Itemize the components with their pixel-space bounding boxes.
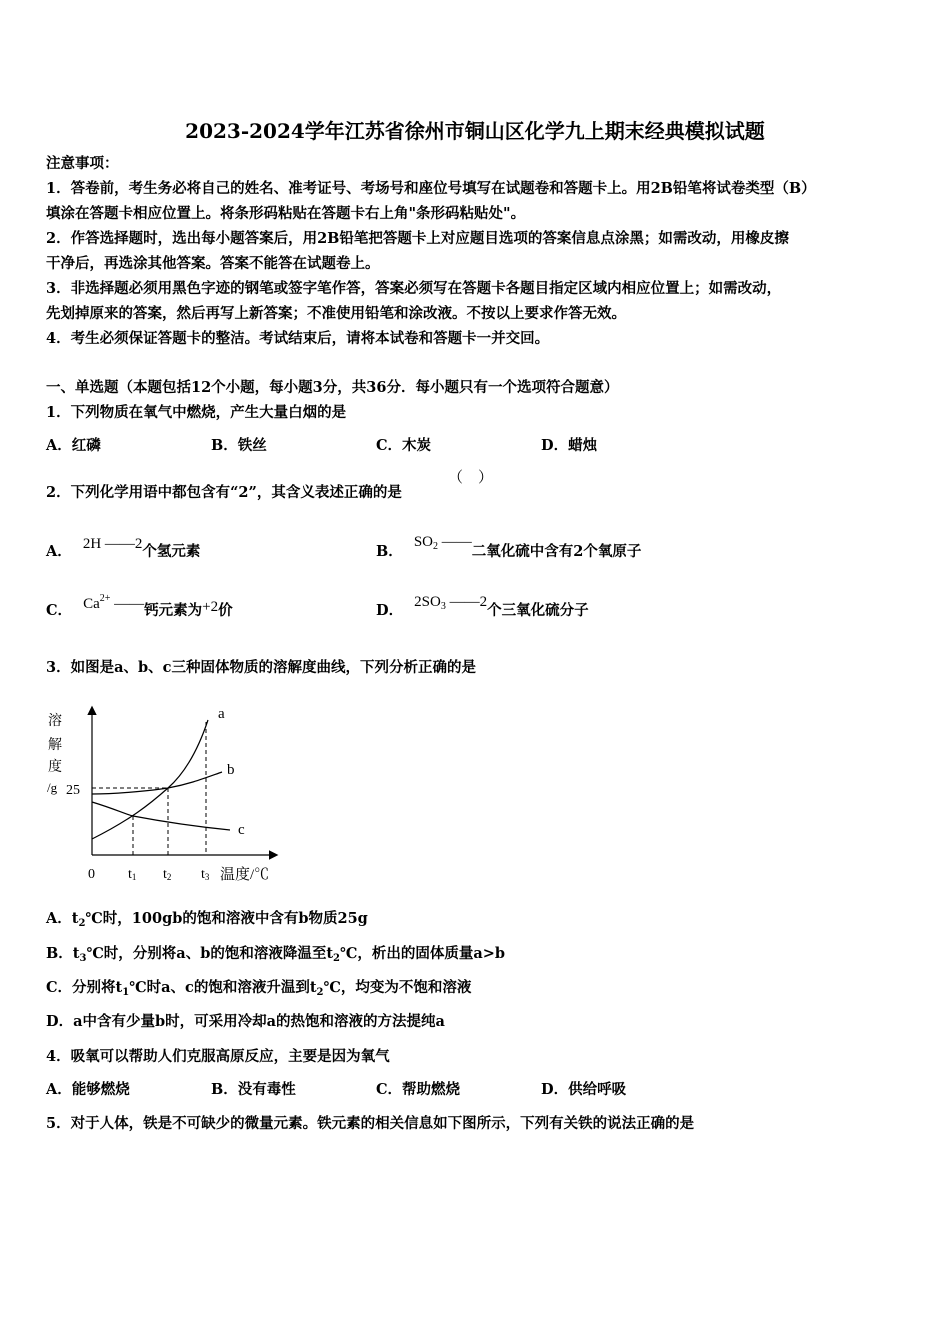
question-4-stem: 4．吸氧可以帮助人们克服高原反应，主要是因为氧气 [46, 1048, 390, 1065]
curve-label-c: c [238, 822, 245, 838]
question-2-stem: 2．下列化学用语中都包含有“2”，其含义表述正确的是 [46, 484, 402, 501]
q2-b-desc: 二氧化硫中含有2个氧原子 [471, 543, 642, 560]
notice-line: 3．非选择题必须用黑色字迹的钢笔或签字笔作答，答案必须写在答题卡各题目指定区域内相应位置上；如需改动， [46, 280, 782, 297]
q2-c-letter: C． [46, 602, 73, 619]
curve-label-b: b [227, 762, 235, 778]
q2-d-letter: D． [376, 602, 404, 619]
q1-option-c: C．木炭 [376, 437, 432, 454]
tick-label-t1: t1 [128, 867, 137, 882]
solubility-graph [40, 700, 290, 890]
q2-b-letter: B． [376, 543, 403, 560]
q4-option-d: D．供给呼吸 [541, 1081, 627, 1098]
y-label-char: /g [47, 780, 58, 795]
tick-label-t2: t2 [163, 867, 172, 882]
q2-c-formula: $Ca^{2+}$ —— [83, 593, 145, 612]
q2-a-formula: 2H ——2 [82, 536, 143, 552]
y-label-char: 解 [48, 738, 62, 753]
tick-label-t3: t3 [201, 867, 210, 882]
q4-option-c: C．帮助燃烧 [376, 1081, 461, 1098]
question-1-stem: 1．下列物质在氧气中燃烧，产生大量白烟的是 [46, 404, 347, 421]
answer-paren: （ ） [448, 470, 494, 486]
notice-line: 先划掉原来的答案，然后再写上新答案；不准使用铅笔和涂改液。不按以上要求作答无效。 [46, 305, 626, 322]
q2-d-formula: $2SO_3$ ——2 [414, 594, 488, 612]
curve-label-a: a [218, 706, 225, 722]
notice-line: 干净后，再选涂其他答案。答案不能答在试题卷上。 [46, 255, 380, 272]
curve-c [92, 802, 230, 830]
notice-heading: 注意事项： [46, 155, 119, 172]
y-label-char: 溶 [48, 714, 62, 729]
question-3-stem: 3．如图是a、b、c三种固体物质的溶解度曲线，下列分析正确的是 [46, 659, 476, 676]
origin-label: 0 [88, 867, 95, 882]
q3-option-d: D．a中含有少量b时，可采用冷却a的热饱和溶液的方法提纯a [46, 1013, 445, 1030]
q2-option-c [46, 593, 233, 620]
q2-d-desc: 个三氧化硫分子 [487, 602, 589, 619]
q4-option-a: A．能够燃烧 [46, 1081, 130, 1098]
q2-option-d [376, 594, 589, 621]
q3-option-a: A．$t_2℃$时，100gb的饱和溶液中含有b物质25g [46, 910, 368, 929]
notice-line: 填涂在答题卡相应位置上。将条形码粘贴在答题卡右上角"条形码粘贴处"。 [46, 205, 526, 222]
q2-b-formula: $SO_2$ —— [413, 534, 472, 552]
section-heading: 一、单选题（本题包括12个小题，每小题3分，共36分．每小题只有一个选项符合题意） [46, 379, 619, 396]
notice-line: 1．答卷前，考生务必将自己的姓名、准考证号、考场号和座位号填写在试题卷和答题卡上。用2B铅笔将试卷类型（B） [46, 180, 816, 197]
q1-option-b: B．铁丝 [211, 437, 267, 454]
q2-a-desc: 个氢元素 [142, 543, 201, 560]
y-label-char: 度 [48, 760, 62, 775]
notice-line: 2．作答选择题时，选出每小题答案后，用2B铅笔把答题卡上对应题目选项的答案信息点涂黑；如需改动，用橡皮擦 [46, 230, 789, 247]
curve-a [92, 720, 208, 839]
tick-label-25: 25 [66, 783, 80, 798]
curve-b [92, 772, 222, 794]
x-axis-label: 温度/℃ [220, 867, 270, 883]
q2-c-desc: 钙元素为+2价 [144, 599, 233, 619]
q3-option-b: B．$t_3℃$时，分别将a、b的饱和溶液降温至$t_2℃$，析出的固体质量a>b [46, 945, 506, 964]
page-title: 2023-2024学年江苏省徐州市铜山区化学九上期末经典模拟试题 [185, 119, 765, 143]
q2-option-a [46, 536, 201, 561]
question-5-stem: 5．对于人体，铁是不可缺少的微量元素。铁元素的相关信息如下图所示，下列有关铁的说法正确的是 [46, 1115, 695, 1132]
q1-option-d: D．蜡烛 [541, 437, 598, 454]
q4-option-b: B．没有毒性 [211, 1081, 296, 1098]
q2-option-b [376, 534, 642, 562]
q2-a-letter: A． [46, 543, 72, 560]
q1-option-a: A．红磷 [46, 437, 101, 454]
notice-line: 4．考生必须保证答题卡的整洁。考试结束后，请将本试卷和答题卡一并交回。 [46, 330, 550, 347]
q3-option-c: C．分别将$t_1℃$时a、c的饱和溶液升温到$t_2℃$，均变为不饱和溶液 [46, 979, 472, 998]
